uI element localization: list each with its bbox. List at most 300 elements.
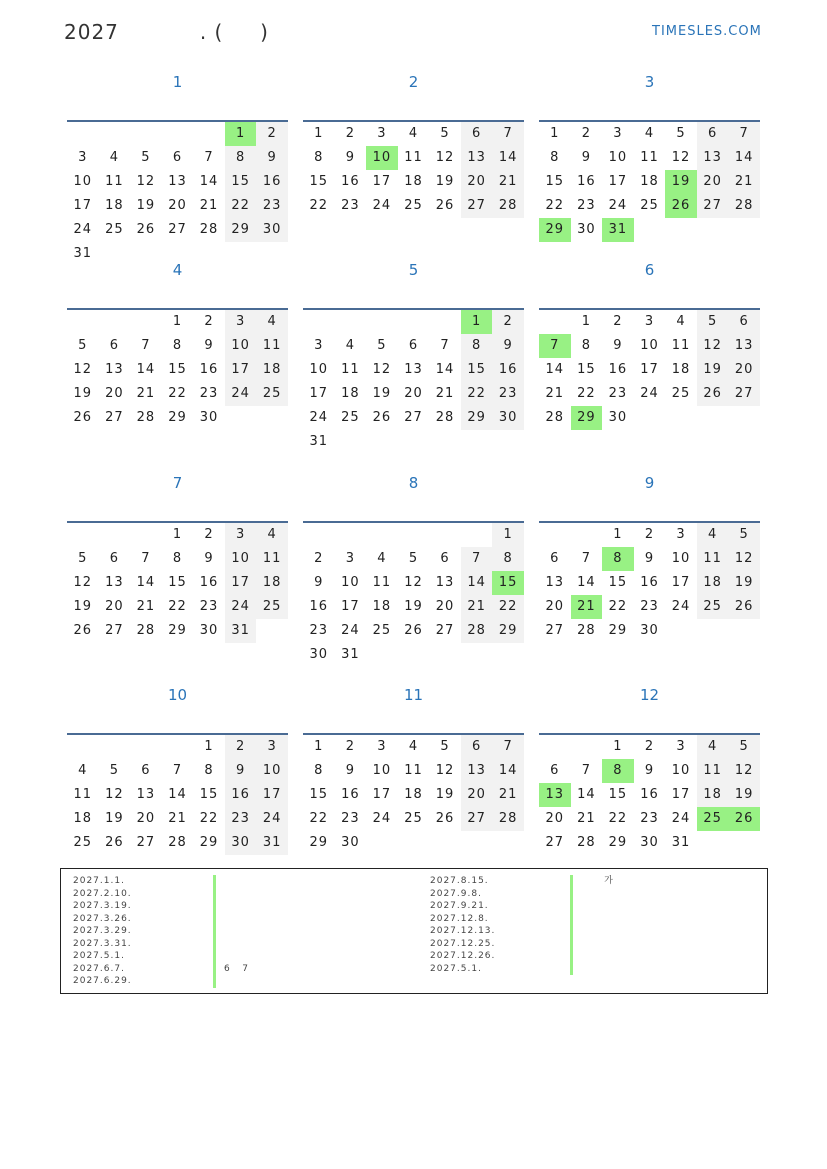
legend-date: 2027.2.10. (73, 888, 132, 899)
legend-date: 2027.6.7. (73, 963, 125, 974)
day-cell: 10 (341, 575, 360, 590)
legend-date: 2027.12.26. (430, 951, 496, 961)
day-cell: 19 (728, 783, 760, 807)
day-cell: 2 (345, 126, 355, 141)
day-cell: 26 (136, 222, 156, 237)
legend-row (73, 900, 249, 913)
day-cell: 18 (671, 362, 691, 377)
day-cell: 5 (728, 735, 760, 759)
day-cell: 1 (550, 126, 560, 141)
empty-day-cell (162, 122, 194, 146)
holiday-marker (213, 913, 216, 926)
day-cell: 26 (435, 811, 455, 826)
day-cell: 18 (697, 571, 729, 595)
day-cell: 10 (366, 146, 398, 170)
week-row (67, 218, 288, 242)
day-cell: 13 (168, 174, 187, 189)
day-cell: 28 (492, 194, 524, 218)
day-cell: 29 (608, 623, 628, 638)
holiday-marker (213, 938, 216, 951)
legend-row (73, 950, 249, 963)
day-cell: 10 (671, 551, 691, 566)
day-cell: 31 (341, 647, 360, 662)
month-title: 2 (408, 73, 419, 91)
day-cell: 12 (435, 763, 455, 778)
day-cell: 11 (256, 547, 288, 571)
legend-date: 2027.1.1. (73, 876, 125, 886)
day-cell: 13 (697, 146, 729, 170)
day-cell: 22 (608, 811, 628, 826)
day-cell: 26 (697, 382, 729, 406)
day-cell: 7 (204, 150, 214, 165)
day-cell: 3 (225, 310, 257, 334)
month-title: 9 (644, 474, 655, 492)
day-cell: 15 (309, 174, 329, 189)
day-cell: 7 (581, 763, 591, 778)
legend-holiday-name: 6 7 (224, 963, 250, 974)
empty-day-cell (539, 735, 571, 759)
day-cell: 1 (613, 527, 623, 542)
holiday-marker (213, 925, 216, 938)
day-cell: 19 (73, 599, 93, 614)
day-cell: 20 (168, 198, 187, 213)
day-cell: 30 (577, 222, 596, 237)
day-cell: 27 (136, 835, 156, 850)
day-cell: 25 (341, 410, 360, 425)
site-name[interactable]: TIMESLES.COM (652, 24, 762, 39)
day-cell: 6 (440, 551, 450, 566)
empty-day-cell (67, 122, 99, 146)
week-row (67, 595, 288, 619)
day-cell: 4 (644, 126, 655, 141)
day-cell: 18 (640, 174, 659, 189)
day-cell: 28 (136, 410, 156, 425)
month-3 (539, 72, 760, 237)
legend-row (430, 875, 614, 888)
day-cell: 7 (728, 122, 760, 146)
day-cell: 23 (225, 807, 257, 831)
day-cell: 2 (492, 310, 524, 334)
day-cell: 27 (404, 410, 423, 425)
day-cell: 21 (492, 170, 524, 194)
week-row (539, 571, 760, 595)
day-cell: 15 (199, 787, 219, 802)
day-cell: 29 (225, 218, 257, 242)
day-cell: 26 (372, 410, 392, 425)
legend-date: 2027.8.15. (430, 876, 489, 886)
day-cell: 19 (435, 174, 455, 189)
day-cell: 11 (73, 787, 93, 802)
day-cell: 1 (204, 739, 214, 754)
day-cell: 19 (105, 811, 124, 826)
day-cell: 4 (78, 763, 88, 778)
day-cell: 2 (225, 735, 257, 759)
day-cell: 13 (461, 146, 493, 170)
day-cell: 14 (435, 362, 455, 377)
day-cell: 20 (545, 599, 565, 614)
day-cell: 27 (105, 410, 124, 425)
day-cell: 15 (577, 362, 596, 377)
day-cell: 17 (73, 198, 93, 213)
month-grid (67, 122, 288, 266)
day-cell: 24 (372, 811, 392, 826)
week-row (303, 334, 524, 358)
day-cell: 25 (640, 198, 659, 213)
day-cell: 17 (309, 386, 329, 401)
week-row (539, 334, 760, 358)
day-cell: 7 (141, 551, 151, 566)
empty-day-cell (162, 735, 194, 759)
empty-day-cell (429, 310, 461, 334)
day-cell: 18 (73, 811, 93, 826)
day-cell: 1 (225, 122, 257, 146)
week-row (303, 170, 524, 194)
day-cell: 6 (697, 122, 729, 146)
empty-day-cell (539, 310, 571, 334)
day-cell: 31 (309, 434, 329, 449)
empty-day-cell (571, 523, 603, 547)
day-cell: 19 (73, 386, 93, 401)
day-cell: 29 (492, 619, 524, 643)
month-2 (303, 72, 524, 213)
day-cell: 27 (545, 835, 565, 850)
day-cell: 16 (640, 787, 659, 802)
legend-row (430, 950, 614, 963)
holiday-marker (570, 925, 573, 938)
day-cell: 8 (204, 763, 214, 778)
month-grid (303, 523, 524, 667)
day-cell: 4 (408, 126, 419, 141)
week-row (539, 807, 760, 831)
day-cell: 25 (256, 595, 288, 619)
legend-column-right (430, 875, 614, 975)
empty-day-cell (130, 310, 162, 334)
empty-day-cell (67, 735, 99, 759)
day-cell: 21 (461, 595, 493, 619)
month-grid (303, 735, 524, 855)
week-row (539, 831, 760, 855)
day-cell: 4 (408, 739, 419, 754)
day-cell: 22 (199, 811, 219, 826)
month-title: 4 (172, 261, 183, 279)
legend-date: 2027.5.1. (430, 963, 482, 974)
week-row (539, 406, 760, 430)
day-cell: 21 (545, 386, 565, 401)
day-cell: 17 (225, 571, 257, 595)
month-grid (539, 735, 760, 855)
day-cell: 27 (168, 222, 187, 237)
day-cell: 24 (671, 599, 691, 614)
day-cell: 7 (492, 122, 524, 146)
day-cell: 21 (168, 811, 187, 826)
day-cell: 15 (461, 358, 493, 382)
holiday-legend (60, 868, 768, 994)
day-cell: 4 (256, 310, 288, 334)
week-row (539, 619, 760, 643)
day-cell: 6 (550, 763, 560, 778)
day-cell: 27 (435, 623, 455, 638)
day-cell: 24 (256, 807, 288, 831)
day-cell: 11 (372, 575, 392, 590)
day-cell: 3 (377, 739, 387, 754)
day-cell: 20 (136, 811, 156, 826)
day-cell: 6 (461, 122, 493, 146)
week-row (67, 122, 288, 146)
day-cell: 20 (105, 599, 124, 614)
day-cell: 9 (492, 334, 524, 358)
day-cell: 5 (141, 150, 151, 165)
day-cell: 13 (539, 783, 571, 807)
day-cell: 16 (577, 174, 596, 189)
day-cell: 22 (168, 386, 187, 401)
day-cell: 21 (577, 811, 596, 826)
day-cell: 14 (577, 787, 596, 802)
week-row (303, 643, 524, 667)
day-cell: 18 (256, 571, 288, 595)
day-cell: 9 (225, 759, 257, 783)
day-cell: 21 (492, 783, 524, 807)
holiday-marker (570, 900, 573, 913)
day-cell: 23 (492, 382, 524, 406)
month-grid (67, 735, 288, 855)
day-cell: 6 (408, 338, 419, 353)
day-cell: 9 (581, 150, 591, 165)
month-5 (303, 260, 524, 449)
legend-row (430, 938, 614, 951)
week-row (303, 310, 524, 334)
day-cell: 30 (199, 623, 219, 638)
day-cell: 11 (404, 150, 423, 165)
empty-day-cell (99, 310, 131, 334)
week-row (67, 334, 288, 358)
month-title: 7 (172, 474, 183, 492)
legend-row (73, 925, 249, 938)
day-cell: 16 (640, 575, 659, 590)
day-cell: 1 (581, 314, 591, 329)
legend-row (73, 963, 249, 976)
day-cell: 22 (309, 811, 329, 826)
day-cell: 5 (109, 763, 119, 778)
day-cell: 13 (105, 362, 124, 377)
legend-row (430, 925, 614, 938)
empty-day-cell (366, 523, 398, 547)
day-cell: 8 (602, 547, 634, 571)
day-cell: 10 (309, 362, 329, 377)
day-cell: 24 (341, 623, 360, 638)
legend-date: 2027.3.19. (73, 901, 132, 911)
day-cell: 13 (105, 575, 124, 590)
day-cell: 22 (545, 198, 565, 213)
day-cell: 12 (404, 575, 423, 590)
week-row (539, 146, 760, 170)
day-cell: 26 (105, 835, 124, 850)
day-cell: 25 (404, 198, 423, 213)
week-row (539, 122, 760, 146)
day-cell: 1 (314, 739, 324, 754)
day-cell: 26 (435, 198, 455, 213)
day-cell: 12 (697, 334, 729, 358)
day-cell: 10 (73, 174, 93, 189)
legend-date: 2027.12.25. (430, 938, 496, 949)
day-cell: 11 (697, 547, 729, 571)
day-cell: 3 (345, 551, 355, 566)
week-row (67, 382, 288, 406)
day-cell: 20 (697, 170, 729, 194)
day-cell: 24 (225, 595, 257, 619)
week-row (539, 358, 760, 382)
day-cell: 24 (73, 222, 93, 237)
day-cell: 1 (172, 314, 183, 329)
legend-row (430, 888, 614, 901)
day-cell: 11 (697, 759, 729, 783)
day-cell: 15 (168, 362, 187, 377)
week-row (67, 783, 288, 807)
week-row (303, 406, 524, 430)
empty-day-cell (335, 310, 367, 334)
legend-date: 2027.3.29. (73, 926, 132, 936)
day-cell: 9 (345, 763, 355, 778)
day-cell: 9 (345, 150, 355, 165)
empty-day-cell (303, 523, 335, 547)
day-cell: 2 (204, 314, 214, 329)
day-cell: 7 (581, 551, 591, 566)
week-row (303, 122, 524, 146)
day-cell: 4 (256, 523, 288, 547)
month-grid (539, 310, 760, 430)
month-title: 10 (167, 686, 188, 704)
week-row (67, 619, 288, 643)
day-cell: 30 (492, 406, 524, 430)
month-title: 1 (172, 73, 183, 91)
day-cell: 22 (577, 386, 596, 401)
legend-row (73, 938, 249, 951)
week-row (539, 547, 760, 571)
day-cell: 13 (435, 575, 455, 590)
day-cell: 23 (199, 386, 219, 401)
day-cell: 27 (697, 194, 729, 218)
day-cell: 15 (545, 174, 565, 189)
day-cell: 28 (136, 623, 156, 638)
day-cell: 24 (309, 410, 329, 425)
day-cell: 21 (136, 599, 156, 614)
legend-row (73, 875, 249, 888)
empty-day-cell (67, 523, 99, 547)
holiday-marker (570, 950, 573, 963)
day-cell: 6 (109, 551, 119, 566)
day-cell: 26 (728, 807, 760, 831)
day-cell: 12 (372, 362, 392, 377)
day-cell: 31 (225, 619, 257, 643)
month-grid (303, 122, 524, 218)
day-cell: 17 (608, 174, 628, 189)
day-cell: 15 (309, 787, 329, 802)
day-cell: 10 (640, 338, 659, 353)
day-cell: 1 (613, 739, 623, 754)
day-cell: 13 (545, 575, 565, 590)
day-cell: 2 (314, 551, 324, 566)
day-cell: 28 (199, 222, 219, 237)
day-cell: 31 (256, 831, 288, 855)
week-row (539, 310, 760, 334)
week-row (303, 783, 524, 807)
holiday-marker (570, 888, 573, 901)
month-title: 5 (408, 261, 419, 279)
legend-date: 2027.3.26. (73, 913, 132, 924)
empty-day-cell (130, 735, 162, 759)
day-cell: 28 (435, 410, 455, 425)
day-cell: 2 (256, 122, 288, 146)
week-row (303, 382, 524, 406)
legend-row (430, 963, 614, 976)
day-cell: 3 (676, 527, 686, 542)
day-cell: 31 (671, 835, 691, 850)
day-cell: 27 (728, 382, 760, 406)
month-10 (67, 685, 288, 850)
day-cell: 7 (492, 735, 524, 759)
week-row (67, 759, 288, 783)
day-cell: 19 (697, 358, 729, 382)
day-cell: 7 (539, 334, 571, 358)
day-cell: 28 (492, 807, 524, 831)
day-cell: 23 (341, 198, 360, 213)
empty-day-cell (99, 735, 131, 759)
day-cell: 18 (697, 783, 729, 807)
month-title: 12 (639, 686, 660, 704)
day-cell: 4 (377, 551, 387, 566)
day-cell: 6 (550, 551, 560, 566)
day-cell: 8 (492, 547, 524, 571)
day-cell: 4 (109, 150, 119, 165)
empty-day-cell (99, 523, 131, 547)
day-cell: 18 (404, 174, 423, 189)
day-cell: 16 (225, 783, 257, 807)
day-cell: 17 (372, 787, 392, 802)
day-cell: 20 (435, 599, 455, 614)
day-cell: 16 (256, 170, 288, 194)
week-row (539, 783, 760, 807)
day-cell: 8 (172, 551, 183, 566)
month-title: 11 (403, 686, 424, 704)
day-cell: 16 (492, 358, 524, 382)
month-title: 8 (408, 474, 419, 492)
day-cell: 17 (671, 575, 691, 590)
day-cell: 28 (461, 619, 493, 643)
week-row (539, 382, 760, 406)
month-grid (67, 523, 288, 643)
empty-day-cell (99, 122, 131, 146)
day-cell: 19 (404, 599, 423, 614)
day-cell: 5 (728, 523, 760, 547)
empty-day-cell (130, 523, 162, 547)
legend-row (73, 975, 249, 988)
day-cell: 8 (314, 763, 324, 778)
day-cell: 6 (728, 310, 760, 334)
day-cell: 3 (78, 150, 88, 165)
day-cell: 14 (545, 362, 565, 377)
day-cell: 9 (613, 338, 623, 353)
day-cell: 3 (644, 314, 655, 329)
day-cell: 23 (256, 194, 288, 218)
day-cell: 22 (168, 599, 187, 614)
day-cell: 24 (640, 386, 659, 401)
holiday-marker (570, 938, 573, 951)
month-8 (303, 473, 524, 662)
day-cell: 1 (461, 310, 493, 334)
day-cell: 12 (435, 150, 455, 165)
month-4 (67, 260, 288, 425)
day-cell: 18 (105, 198, 124, 213)
day-cell: 3 (225, 523, 257, 547)
